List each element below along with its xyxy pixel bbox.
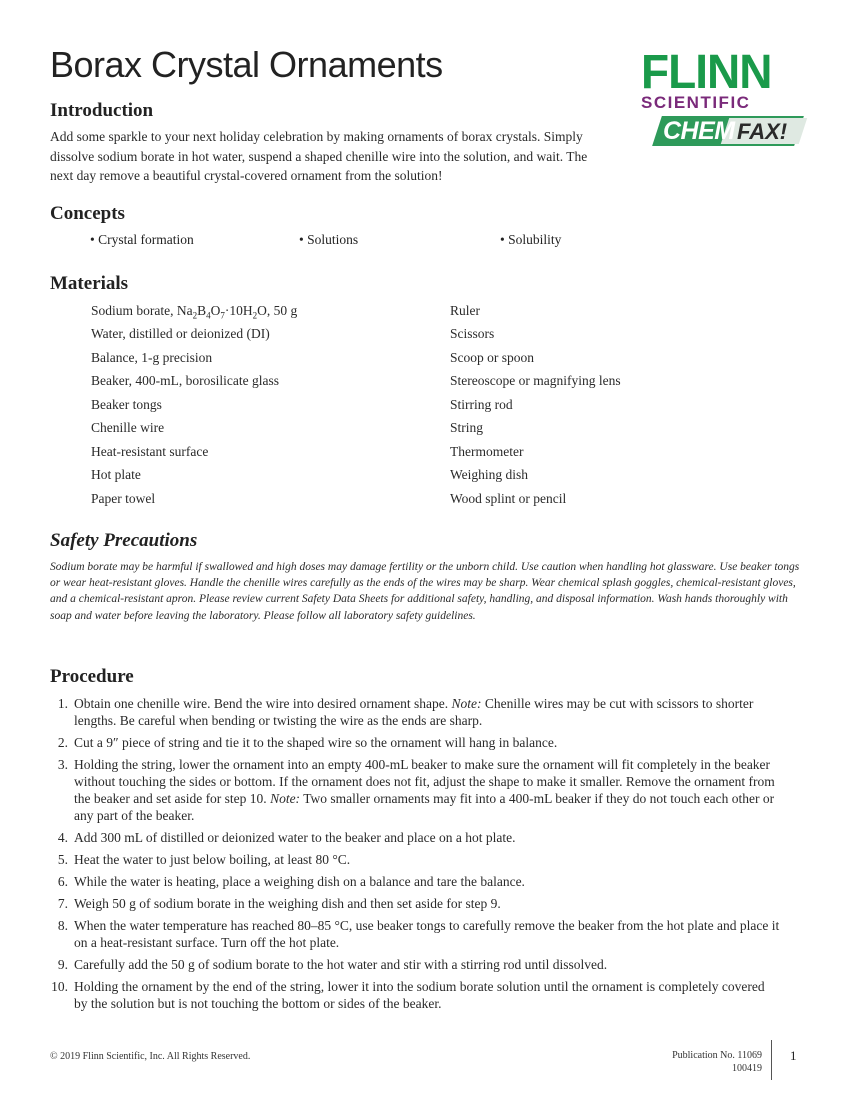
material-item: Stirring rod xyxy=(450,397,513,412)
page-title: Borax Crystal Ornaments xyxy=(50,44,443,85)
material-item: Heat-resistant surface xyxy=(91,444,209,459)
introduction-heading: Introduction xyxy=(50,100,154,121)
procedure-step: 1. Obtain one chenille wire. Bend the wire into desired ornament shape. Note: Chenille wires may be cut with scissors to shorter lengths. Be careful when bending or twisting the wire as the ends are sharp. xyxy=(57,696,754,728)
materials-heading: Materials xyxy=(50,273,129,294)
material-item: Beaker, 400-mL, borosilicate glass xyxy=(91,373,280,388)
page-number: 1 xyxy=(790,1048,797,1063)
publication-number: Publication No. 11069 xyxy=(672,1050,762,1061)
flinn-logo xyxy=(641,43,799,152)
procedure-step: 7. Weigh 50 g of sodium borate in the weighing dish and then set aside for step 9. xyxy=(57,896,501,911)
introduction-text: Add some sparkle to your next holiday celebration by making ornaments of borax crystals. Simply dissolve sodium borate in hot water, suspend a shaped chenille wire into the solution, and wait. The next day remove a beautiful crystal-covered ornament from the solution! xyxy=(50,129,588,183)
procedure-step: 9. Carefully add the 50 g of sodium borate to the hot water and stir with a stirring rod until dissolved. xyxy=(57,957,608,972)
safety-text: Sodium borate may be harmful if swallowed and high doses may damage fertility or the unborn child. Use caution when handling hot glassware. Use beaker tongs or wear heat-resistant gloves. Handle the chenille wires carefully as the ends of the wires may be sharp. Wear chemical splash goggles, chemical-resistant gloves, and a chemical-resistant apron. Please review current Safety Data Sheets for additional safety, handling, and disposal information. Wash hands thoroughly with soap and water before leaving the laboratory. Please follow all laboratory safety guidelines. xyxy=(50,561,800,622)
footer-divider xyxy=(771,1040,772,1080)
material-item: Thermometer xyxy=(450,444,524,459)
procedure-step: 2. Cut a 9″ piece of string and tie it to the shaped wire so the ornament will hang in balance. xyxy=(57,735,558,750)
material-item: Scoop or spoon xyxy=(450,350,534,365)
material-item: Ruler xyxy=(450,303,480,318)
publication-info xyxy=(650,1049,762,1075)
material-item: Balance, 1-g precision xyxy=(91,350,213,365)
concept-item: • Crystal formation xyxy=(90,232,194,247)
publication-code: 100419 xyxy=(732,1063,762,1074)
material-item-sodium-borate: Sodium borate, $Na_2B_4O_7\cdot 10H_2O$, 50 g xyxy=(91,303,298,321)
material-item: Water, distilled or deionized (DI) xyxy=(91,326,270,341)
material-item: Paper towel xyxy=(91,491,156,506)
procedure-step: 5. Heat the water to just below boiling, at least 80 °C. xyxy=(57,852,351,867)
procedure-step: 8. When the water temperature has reached 80–85 °C, use beaker tongs to carefully remove the beaker from the hot plate and place it on a heat-resistant surface. Turn off the hot plate. xyxy=(57,918,780,950)
logo-brand: FLINN xyxy=(641,43,772,99)
logo-subtitle: SCIENTIFIC xyxy=(641,93,751,112)
safety-heading: Safety Precautions xyxy=(50,530,198,551)
procedure-step: 10. Holding the ornament by the end of the string, lower it into the sodium borate solution until the ornament is completely covered by the solution but is not touching the bottom or sides of the beaker. xyxy=(51,979,765,1011)
chemfax-badge xyxy=(657,116,797,148)
procedure-step: 3. Holding the string, lower the ornament into an empty 400-mL beaker to make sure the ornament will fit completely in the beaker without touching the sides or bottom. If the ornament does not fit, adjust the shape to make it smaller. Remove the ornament from the beaker and set aside for step 10. Note: Two smaller ornaments may fit into a 400-mL beaker if they do not touch each other or any part of the beaker. xyxy=(57,757,775,823)
chemfax-chem: CHEM xyxy=(663,117,735,145)
material-item: Hot plate xyxy=(91,467,141,482)
material-item: Wood splint or pencil xyxy=(450,491,567,506)
material-item: Scissors xyxy=(450,326,495,341)
procedure-step: 6. While the water is heating, place a weighing dish on a balance and tare the balance. xyxy=(57,874,525,889)
concepts-list xyxy=(0,232,850,252)
material-item: Weighing dish xyxy=(450,467,529,482)
procedure-steps xyxy=(50,695,780,1017)
procedure-step: 4. Add 300 mL of distilled or deionized water to the beaker and place on a hot plate. xyxy=(57,830,516,845)
material-item: Chenille wire xyxy=(91,420,165,435)
chemfax-fax: FAX! xyxy=(737,119,788,144)
material-item: Beaker tongs xyxy=(91,397,162,412)
procedure-heading: Procedure xyxy=(50,666,134,687)
copyright: © 2019 Flinn Scientific, Inc. All Rights Reserved. xyxy=(50,1051,251,1062)
material-item: Stereoscope or magnifying lens xyxy=(450,373,621,388)
concept-item: • Solubility xyxy=(500,232,562,247)
concept-item: • Solutions xyxy=(299,232,359,247)
material-item: String xyxy=(450,420,484,435)
concepts-heading: Concepts xyxy=(50,203,125,224)
